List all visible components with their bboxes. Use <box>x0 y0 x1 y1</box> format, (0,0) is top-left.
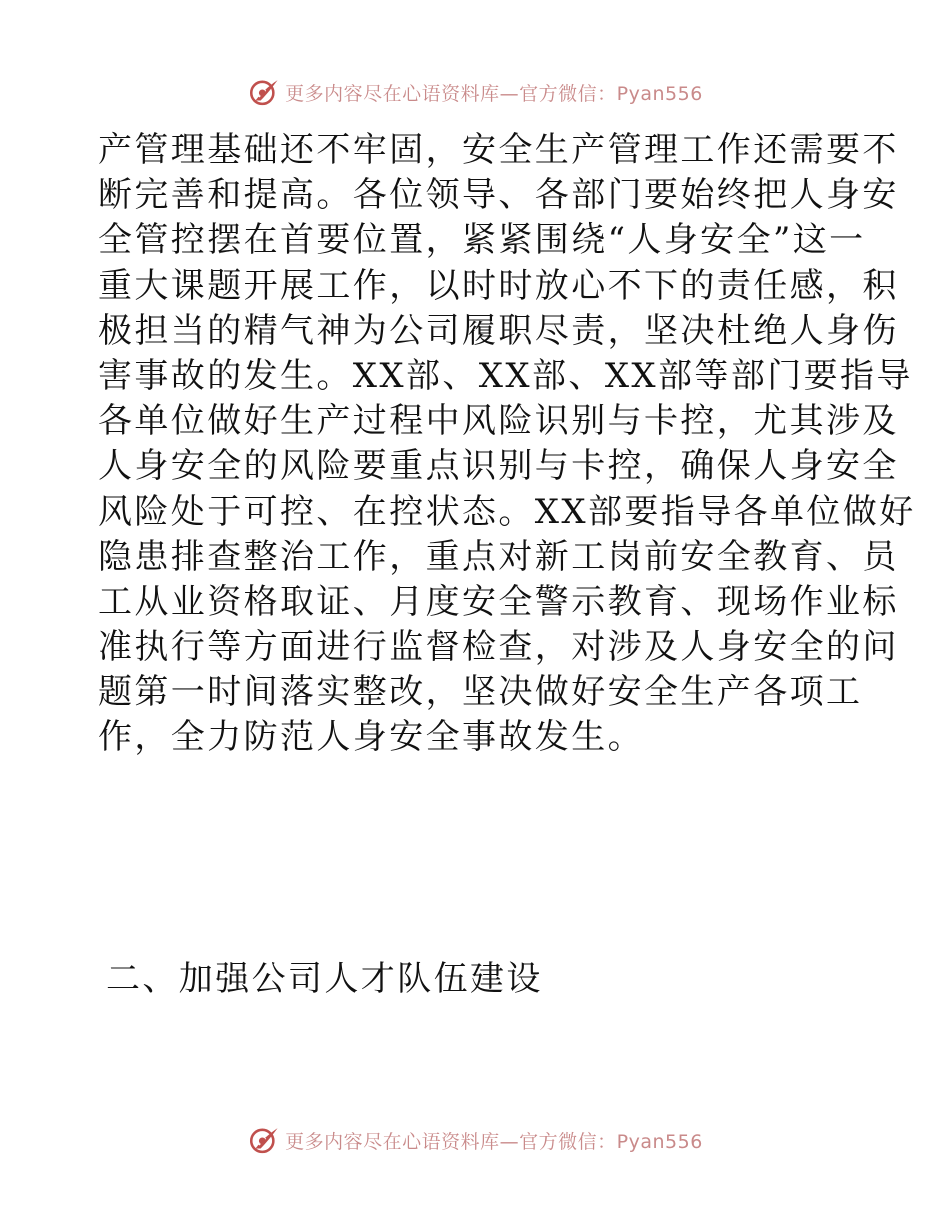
body-paragraph <box>98 128 916 761</box>
body-line: 人身安全的风险要重点识别与卡控，确保人身安全 <box>98 446 899 487</box>
feather-pen-logo-icon <box>247 75 281 109</box>
header-banner-dash: — <box>499 82 520 105</box>
body-line: 隐患排查整治工作，重点对新工岗前安全教育、员 <box>98 536 899 577</box>
body-line: 害事故的发生。XX部、XX部、XX部等部门要指导 <box>98 355 913 396</box>
body-line: 准执行等方面进行监督检查，对涉及人身安全的问 <box>98 627 899 668</box>
body-line: 各单位做好生产过程中风险识别与卡控，尤其涉及 <box>98 401 899 442</box>
body-line: 断完善和提高。各位领导、各部门要始终把人身安 <box>98 175 899 216</box>
body-line: 极担当的精气神为公司履职尽责，坚决杜绝人身伤 <box>98 310 899 351</box>
body-line: 题第一时间落实整改，坚决做好安全生产各项工 <box>98 672 863 713</box>
header-banner-text <box>285 79 703 106</box>
body-line: 工从业资格取证、月度安全警示教育、现场作业标 <box>98 581 899 622</box>
footer-banner-wechat: 官方微信：Pyan556 <box>519 1130 703 1153</box>
body-line: 重大课题开展工作，以时时放心不下的责任感，积 <box>98 265 899 306</box>
body-line: 作，全力防范人身安全事故发生。 <box>98 717 644 758</box>
footer-banner-dash: — <box>499 1130 520 1153</box>
footer-banner <box>0 1120 950 1160</box>
footer-banner-text <box>285 1127 703 1154</box>
body-line: 产管理基础还不牢固，安全生产管理工作还需要不 <box>98 130 899 170</box>
header-banner-main: 更多内容尽在心语资料库 <box>285 82 500 105</box>
body-line: 风险处于可控、在控状态。XX部要指导各单位做好 <box>98 491 916 532</box>
header-banner-wechat: 官方微信：Pyan556 <box>519 82 703 105</box>
footer-banner-main: 更多内容尽在心语资料库 <box>285 1130 500 1153</box>
section-heading: 二、加强公司人才队伍建设 <box>106 959 543 999</box>
feather-pen-logo-icon <box>247 1123 281 1157</box>
body-line: 全管控摆在首要位置，紧紧围绕“人身安全”这一 <box>98 220 866 261</box>
header-banner <box>0 72 950 112</box>
